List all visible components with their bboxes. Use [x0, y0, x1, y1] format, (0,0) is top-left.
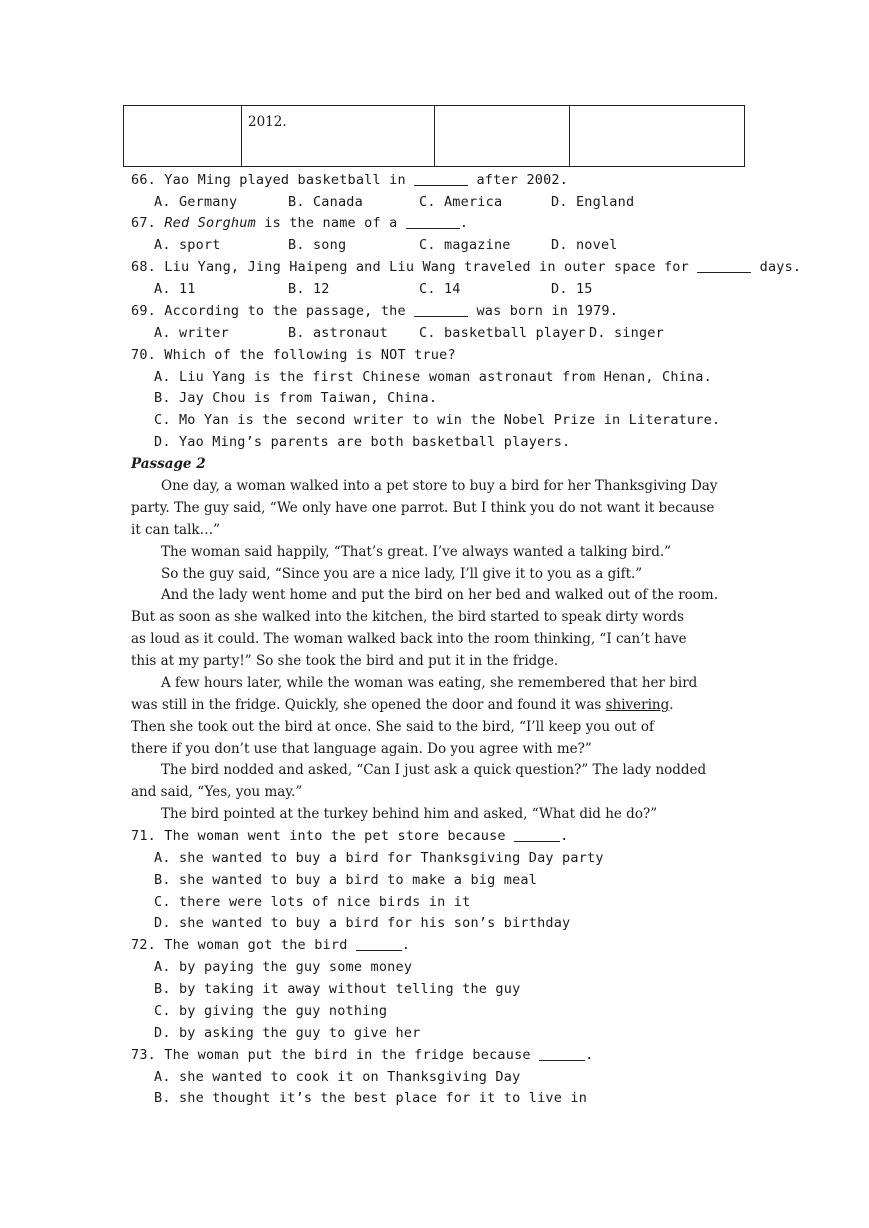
question-stem: 71. The woman went into the pet store because: [131, 828, 515, 844]
question-69: [131, 300, 618, 322]
table-cell: 2012.: [242, 106, 435, 167]
passage-line: party. The guy said, “We only have one parrot. But I think you do not want it because: [131, 500, 715, 516]
option: A. she wanted to cook it on Thanksgiving Day: [154, 1069, 521, 1085]
passage-line: [131, 694, 674, 716]
option: A. she wanted to buy a bird for Thanksgiving Day party: [154, 850, 604, 866]
option: D. novel: [551, 237, 618, 253]
question-73: [131, 1044, 593, 1066]
option: B. Jay Chou is from Taiwan, China.: [154, 390, 438, 406]
table-cell: [435, 106, 570, 167]
option: C. basketball player: [419, 325, 586, 341]
option: D. she wanted to buy a bird for his son’s birthday: [154, 915, 571, 931]
question-71: [131, 825, 568, 847]
passage-line: The bird pointed at the turkey behind him and asked, “What did he do?”: [161, 806, 658, 822]
question-66: [131, 169, 568, 191]
answer-blank: [539, 1046, 585, 1061]
passage-line: A few hours later, while the woman was eating, she remembered that her bird: [161, 675, 698, 691]
question-stem: .: [585, 1047, 594, 1063]
answer-blank: [356, 936, 402, 951]
option: C. Mo Yan is the second writer to win the Nobel Prize in Literature.: [154, 412, 721, 428]
table-cell: [124, 106, 242, 167]
option: A. Liu Yang is the first Chinese woman astronaut from Henan, China.: [154, 369, 712, 385]
option: A. by paying the guy some money: [154, 959, 413, 975]
option: B. she wanted to buy a bird to make a big meal: [154, 872, 538, 888]
option: C. by giving the guy nothing: [154, 1003, 388, 1019]
passage-line: One day, a woman walked into a pet store to buy a bird for her Thanksgiving Day: [161, 478, 718, 494]
question-stem: .: [560, 828, 569, 844]
option: A. Germany: [154, 194, 238, 210]
passage-heading: Passage 2: [131, 456, 206, 472]
option: D. 15: [551, 281, 593, 297]
underlined-word: shivering: [605, 697, 670, 713]
option: C. magazine: [419, 237, 511, 253]
question-stem: is the name of a: [255, 215, 406, 231]
passage-line: But as soon as she walked into the kitchen, the bird started to speak dirty words: [131, 609, 684, 625]
passage-line: The bird nodded and asked, “Can I just ask a quick question?” The lady nodded: [161, 762, 707, 778]
question-stem: 73. The woman put the bird in the fridge because: [131, 1047, 540, 1063]
answer-blank: [406, 214, 460, 229]
passage-line: Then she took out the bird at once. She said to the bird, “I’ll keep you out of: [131, 719, 655, 735]
option: C. 14: [419, 281, 461, 297]
option: B. astronaut: [288, 325, 388, 341]
question-stem: was born in 1979.: [468, 303, 619, 319]
passage-line: The woman said happily, “That’s great. I’ve always wanted a talking bird.”: [161, 544, 672, 560]
table-fragment: [123, 105, 745, 167]
passage-line: it can talk…”: [131, 522, 221, 538]
italic-title: Red Sorghum: [164, 215, 256, 231]
option: D. singer: [589, 325, 664, 341]
question-stem: 66. Yao Ming played basketball in: [131, 172, 415, 188]
question-stem: 69. According to the passage, the: [131, 303, 415, 319]
question-stem: .: [459, 215, 469, 231]
option: B. she thought it’s the best place for it to live in: [154, 1090, 588, 1106]
passage-line: And the lady went home and put the bird on her bed and walked out of the room.: [161, 587, 719, 603]
question-stem: after 2002.: [468, 172, 569, 188]
question-67: [131, 212, 468, 234]
question-72: [131, 934, 410, 956]
option: C. America: [419, 194, 503, 210]
table-cell: [570, 106, 745, 167]
passage-text: was still in the fridge. Quickly, she opened the door and found it was: [131, 697, 606, 713]
passage-text: .: [669, 697, 674, 713]
option: B. 12: [288, 281, 330, 297]
passage-line: and said, “Yes, you may.”: [131, 784, 303, 800]
option: A. 11: [154, 281, 196, 297]
question-stem: 72. The woman got the bird: [131, 937, 356, 953]
option: B. song: [288, 237, 347, 253]
question-stem: 68. Liu Yang, Jing Haipeng and Liu Wang traveled in outer space for: [131, 259, 698, 275]
question-stem: .: [401, 937, 411, 953]
passage-line: as loud as it could. The woman walked back into the room thinking, “I can’t have: [131, 631, 687, 647]
question-70: 70. Which of the following is NOT true?: [131, 347, 456, 363]
passage-line: this at my party!” So she took the bird and put it in the fridge.: [131, 653, 559, 669]
question-68: [131, 256, 801, 278]
option: B. Canada: [288, 194, 363, 210]
question-stem: days.: [751, 259, 802, 275]
answer-blank: [697, 258, 751, 273]
option: A. writer: [154, 325, 229, 341]
option: D. by asking the guy to give her: [154, 1025, 421, 1041]
passage-line: So the guy said, “Since you are a nice lady, I’ll give it to you as a gift.”: [161, 566, 643, 582]
option: D. Yao Ming’s parents are both basketball players.: [154, 434, 571, 450]
answer-blank: [414, 171, 468, 186]
question-stem: 67.: [131, 215, 165, 231]
option: A. sport: [154, 237, 221, 253]
answer-blank: [414, 302, 468, 317]
answer-blank: [514, 827, 560, 842]
option: B. by taking it away without telling the guy: [154, 981, 521, 997]
option: D. England: [551, 194, 635, 210]
option: C. there were lots of nice birds in it: [154, 894, 471, 910]
passage-line: there if you don’t use that language again. Do you agree with me?”: [131, 741, 592, 757]
